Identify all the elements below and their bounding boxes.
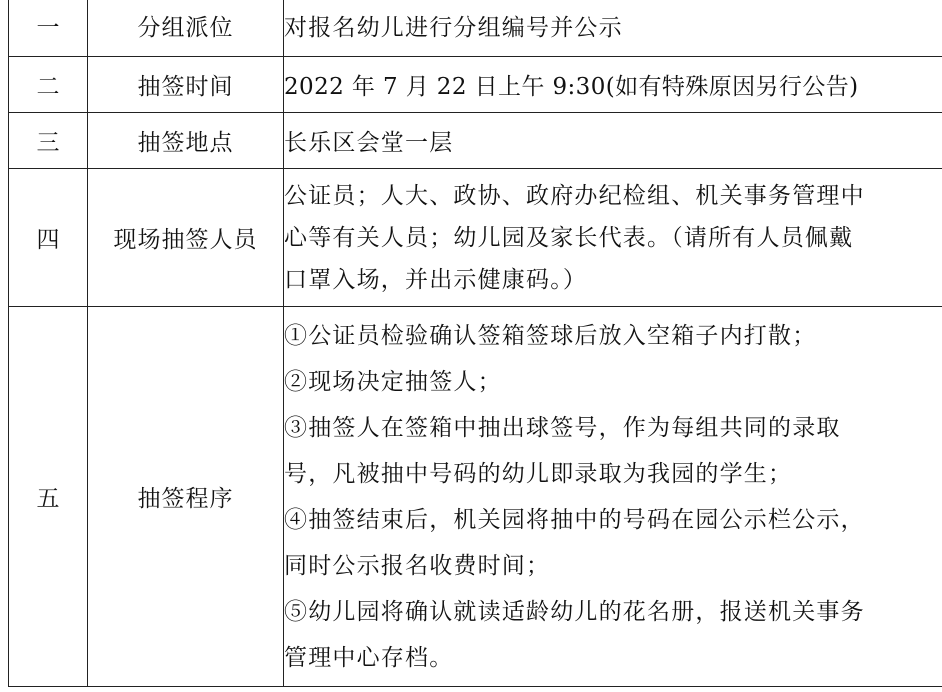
row-number: 四 [9, 169, 88, 307]
procedure-step-line: ④抽签结束后，机关园将抽中的号码在园公示栏公示， [284, 506, 865, 533]
row-value [284, 169, 942, 307]
value-line: 2022 年 7 月 22 日上午 9:30(如有特殊原因另行公告) [284, 74, 859, 100]
row-value [284, 307, 942, 687]
table-row [9, 113, 942, 169]
value-line: 公证员；人大、政协、政府办纪检组、机关事务管理中 [284, 182, 865, 209]
row-number: 一 [9, 0, 88, 57]
value-line: 口罩入场，并出示健康码。） [284, 266, 588, 293]
row-value [284, 0, 942, 57]
table-row [9, 57, 942, 113]
value-line: 长乐区会堂一层 [284, 130, 454, 156]
lottery-info-table [8, 0, 942, 687]
row-label: 抽签时间 [88, 57, 284, 113]
row-number: 三 [9, 113, 88, 169]
row-label: 分组派位 [88, 0, 284, 57]
row-value [284, 57, 942, 113]
table-row [9, 0, 942, 57]
procedure-step-line: 管理中心存档。 [284, 644, 454, 671]
procedure-step-line: 号，凡被抽中号码的幼儿即录取为我园的学生； [284, 460, 793, 487]
procedure-step-line: ③抽签人在签箱中抽出球签号，作为每组共同的录取 [284, 414, 841, 441]
procedure-step-line: ②现场决定抽签人； [284, 368, 502, 395]
value-line: 对报名幼儿进行分组编号并公示 [284, 15, 623, 41]
value-line: 心等有关人员；幼儿园及家长代表。（请所有人员佩戴 [284, 224, 854, 251]
table-row [9, 169, 942, 307]
row-number: 五 [9, 307, 88, 687]
procedure-step-line: ⑤幼儿园将确认就读适龄幼儿的花名册，报送机关事务 [284, 598, 865, 625]
row-value [284, 113, 942, 169]
row-number: 二 [9, 57, 88, 113]
row-label: 抽签程序 [88, 307, 284, 687]
procedure-step-line: 同时公示报名收费时间； [284, 552, 551, 579]
table-row [9, 307, 942, 687]
row-label: 抽签地点 [88, 113, 284, 169]
procedure-step-line: ①公证员检验确认签箱签球后放入空箱子内打散； [284, 322, 817, 349]
row-label: 现场抽签人员 [88, 169, 284, 307]
